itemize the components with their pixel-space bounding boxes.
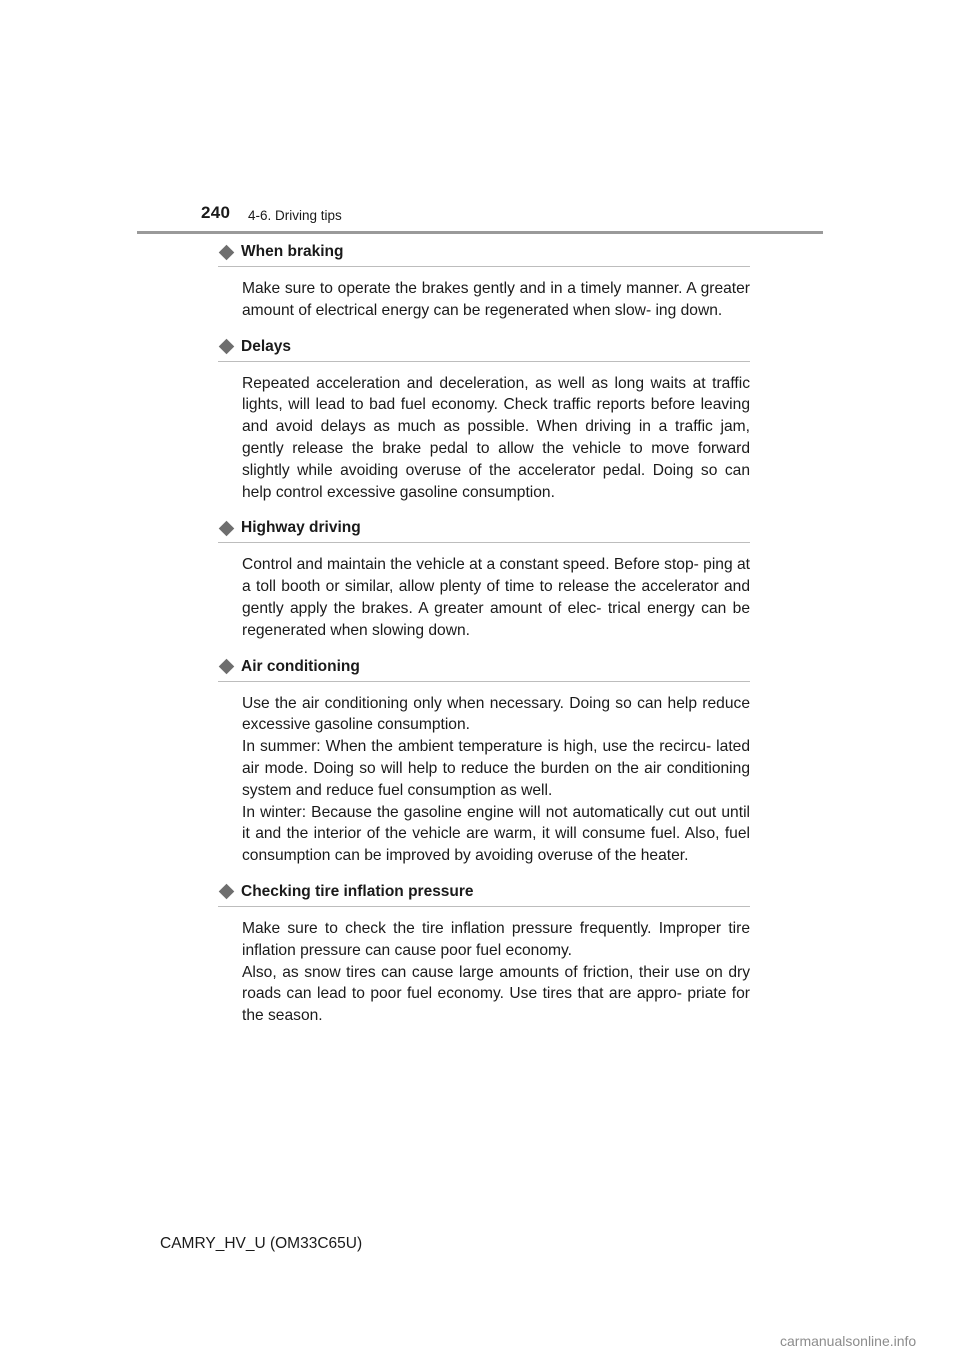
topic-title: Air conditioning [241, 657, 360, 675]
topic-body [242, 554, 750, 641]
paragraph: Make sure to operate the brakes gently and in a timely manner. A greater amount of electrical energy can be regenerated when slow- ing down. [242, 280, 750, 319]
paragraph: Use the air conditioning only when necessary. Doing so can help reduce excessive gasoline consumption. [242, 694, 750, 734]
topic-title: Checking tire inflation pressure [241, 882, 474, 900]
diamond-bullet-icon [219, 339, 235, 355]
topic-highway-driving [218, 516, 750, 641]
diamond-bullet-icon [219, 521, 235, 537]
topic-title: Highway driving [241, 519, 361, 537]
content-body [218, 240, 750, 1027]
topic-body [242, 278, 750, 322]
topic-title: Delays [241, 337, 291, 355]
watermark: carmanualsonline.info [780, 1333, 917, 1349]
topic-body [242, 918, 750, 1027]
document-code: CAMRY_HV_U (OM33C65U) [160, 1235, 363, 1252]
topic-title: When braking [241, 243, 344, 260]
topic-heading [218, 335, 750, 362]
paragraph: Make sure to check the tire inflation pressure frequently. Improper tire inflation pressure can cause poor fuel economy. [242, 919, 750, 959]
page-header [0, 0, 960, 240]
diamond-bullet-icon [219, 659, 235, 675]
header-rule [137, 231, 823, 234]
topic-heading [218, 880, 750, 907]
diamond-bullet-icon [219, 884, 235, 900]
topic-delays [218, 335, 750, 504]
section-label: 4-6. Driving tips [248, 208, 342, 223]
paragraph: Control and maintain the vehicle at a constant speed. Before stop- ping at a toll booth or similar, allow plenty of time to release the accelerator and gently apply the brakes. A greater amount of elec- trical energy can be regenerated when slowing down. [242, 556, 750, 639]
paragraph: Repeated acceleration and deceleration, as well as long waits at traffic lights, will lead to bad fuel economy. Check traffic reports before leaving and avoid delays as much as possible. When driving in a traffic jam, gently release the brake pedal to allow the vehicle to move forward slightly while avoiding overuse of the accelerator pedal. Doing so can help control excessive gasoline consumption. [242, 374, 750, 501]
topic-heading [218, 655, 750, 682]
paragraph: In winter: Because the gasoline engine will not automatically cut out until it and the interior of the vehicle are warm, it will consume fuel. Also, fuel consumption can be improved by avoiding overuse of the heater. [242, 803, 750, 865]
topic-tire-inflation [218, 880, 750, 1027]
page-number: 240 [201, 203, 231, 222]
topic-body [242, 693, 750, 867]
topic-heading [218, 516, 750, 543]
topic-heading [218, 240, 750, 267]
topic-when-braking [218, 240, 750, 322]
paragraph: In summer: When the ambient temperature is high, use the recircu- lated air mode. Doing so will help to reduce the burden on the air conditioning system and reduce fuel consumption as well. [242, 738, 750, 799]
topic-air-conditioning [218, 655, 750, 867]
topic-body [242, 373, 750, 504]
paragraph: Also, as snow tires can cause large amounts of friction, their use on dry roads can lead to poor fuel economy. Use tires that are appro- priate for the season. [242, 963, 750, 1025]
diamond-bullet-icon [219, 244, 235, 260]
